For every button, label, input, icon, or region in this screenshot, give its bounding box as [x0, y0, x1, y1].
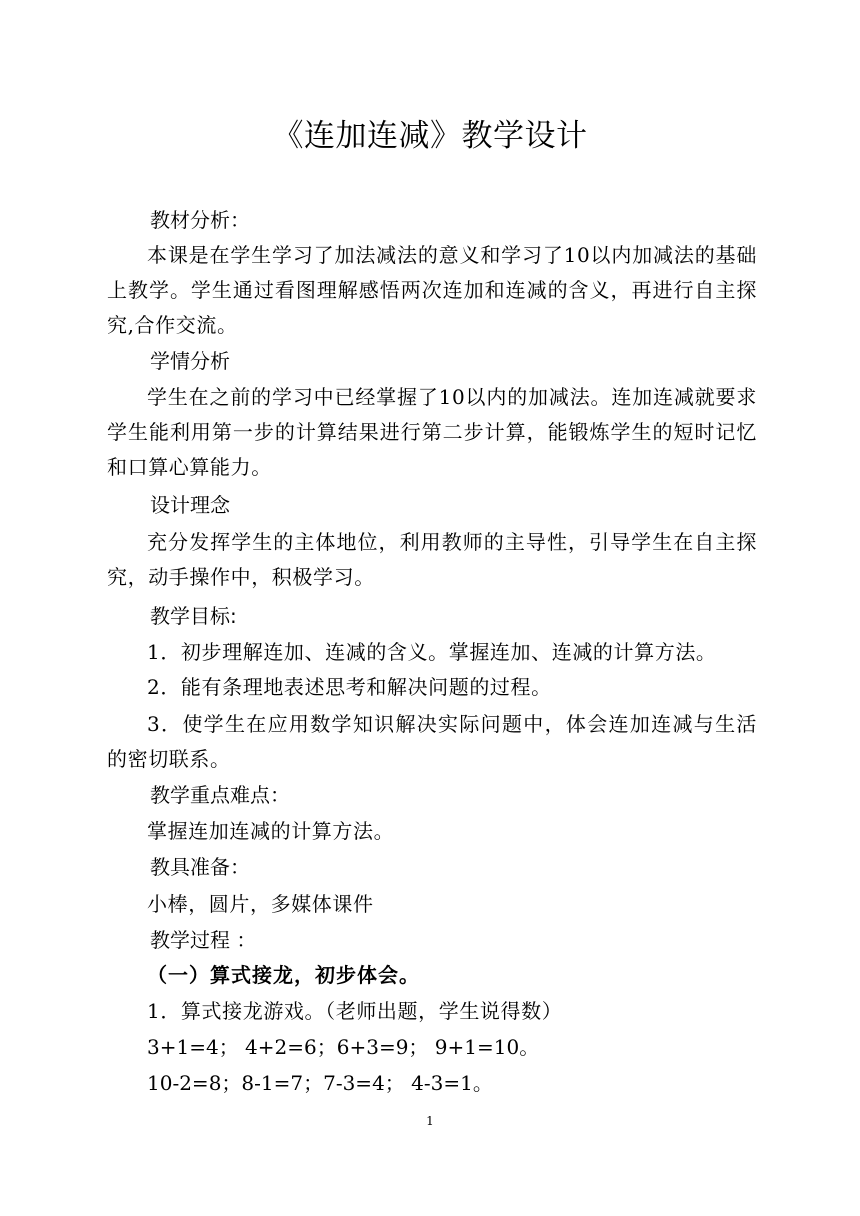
learning-paragraph: 学生在之前的学习中已经掌握了10以内的加减法。连加连减就要求 学生能利用第一步的计算结果进行第二步计算，能锻炼学生的短时记忆和口算心算能力。 [107, 385, 757, 479]
material-heading: 教材分析： [150, 208, 250, 232]
document-title: 《连加连减》教学设计 [272, 118, 588, 154]
learning-heading: 学情分析 [150, 349, 230, 373]
process-heading: 教学过程 ： [150, 928, 257, 952]
goal-item-2: 2．能有条理地表述思考和解决问题的过程。 [147, 675, 552, 699]
material-paragraph: 本课是在学生学习了加法减法的意义和学习了10以内加减法的基础上教学。学生通过看图理解感悟两次连加和连减的含义，再进行自主探究,合作交流。 [107, 243, 757, 337]
equations-line-2: 10-2=8；8-1=7；7-3=4； 4-3=1。 [147, 1071, 493, 1095]
key-points-heading: 教学重点难点： [150, 783, 290, 807]
key-points-text: 掌握连加连减的计算方法。 [147, 819, 395, 843]
equations-line-1: 3+1=4； 4+2=6；6+3=9； 9+1=10。 [147, 1035, 540, 1059]
goal-item-3: 3．使学生在应用数学知识解决实际问题中，体会连加连减与生活的密切联系。 [107, 712, 757, 771]
step1-heading: （一）算式接龙，初步体会。 [147, 963, 420, 987]
page-number: 1 [426, 1114, 434, 1128]
goal-item-1: 1．初步理解连加、连减的含义。掌握连加、连减的计算方法。 [147, 640, 717, 664]
tools-heading: 教具准备： [150, 855, 250, 879]
tools-text: 小棒，圆片，多媒体课件 [147, 892, 374, 916]
goals-heading: 教学目标: [150, 604, 237, 628]
step1-item: 1．算式接龙游戏。（老师出题，学生说得数） [147, 999, 563, 1023]
concept-paragraph: 充分发挥学生的主体地位，利用教师的主导性，引导学生在自主探究，动手操作中，积极学习。 [107, 530, 757, 589]
concept-heading: 设计理念 [150, 493, 230, 517]
